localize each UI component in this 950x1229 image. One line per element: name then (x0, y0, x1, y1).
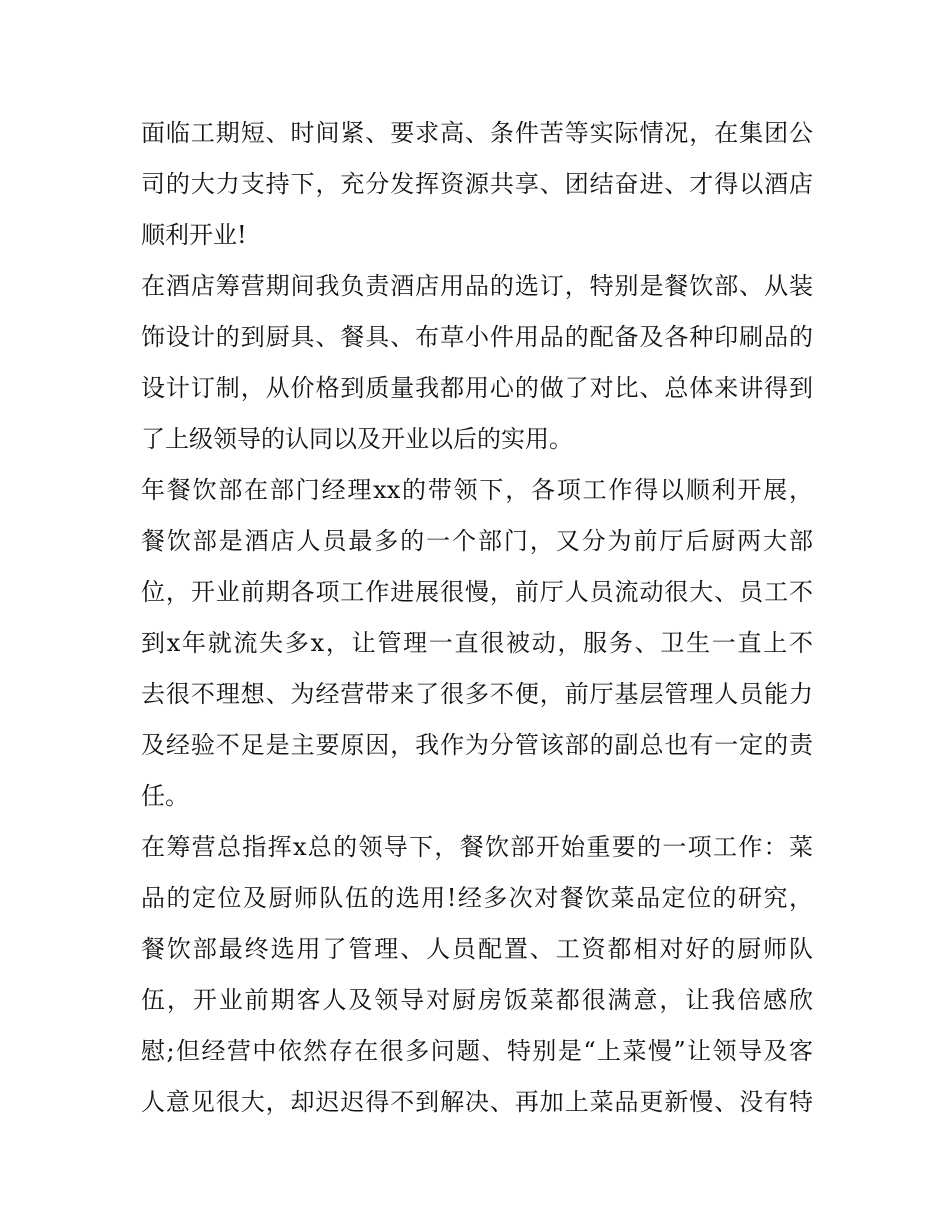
text-line: 慰;但经营中依然存在很多问题、特别是“上菜慢”让领导及客 (141, 1037, 813, 1065)
paragraph-2 (141, 261, 813, 465)
text-line: 位，开业前期各项工作进展很慢，前厅人员流动很大、员工不 (141, 578, 813, 606)
text-line: 了上级领导的认同以及开业以后的实用。 (141, 425, 573, 453)
text-line: 面临工期短、时间紧、要求高、条件苦等实际情况，在集团公 (141, 119, 813, 147)
paragraph-1 (141, 108, 813, 261)
text-line: 及经验不足是主要原因，我作为分管该部的副总也有一定的责 (141, 731, 813, 759)
text-line: 餐饮部最终选用了管理、人员配置、工资都相对好的厨师队 (141, 935, 813, 963)
document-body (141, 108, 813, 1128)
text-line: 任。 (141, 782, 189, 810)
text-line: 在酒店筹营期间我负责酒店用品的选订，特别是餐饮部、从装 (141, 272, 813, 300)
text-line: 人意见很大，却迟迟得不到解决、再加上菜品更新慢、没有特 (141, 1088, 813, 1116)
text-line: 司的大力支持下，充分发挥资源共享、团结奋进、才得以酒店 (141, 170, 813, 198)
text-line: 顺利开业! (141, 221, 247, 249)
text-line: 去很不理想、为经营带来了很多不便，前厅基层管理人员能力 (141, 680, 813, 708)
text-line: 年餐饮部在部门经理xx的带领下，各项工作得以顺利开展， (141, 476, 813, 504)
text-line: 饰设计的到厨具、餐具、布草小件用品的配备及各种印刷品的 (141, 323, 813, 351)
paragraph-3 (141, 465, 813, 822)
text-line: 设计订制，从价格到质量我都用心的做了对比、总体来讲得到 (141, 374, 813, 402)
text-line: 伍，开业前期客人及领导对厨房饭菜都很满意，让我倍感欣 (141, 986, 813, 1014)
text-line: 到x年就流失多x，让管理一直很被动，服务、卫生一直上不 (141, 629, 813, 657)
text-line: 品的定位及厨师队伍的选用!经多次对餐饮菜品定位的研究， (141, 884, 813, 912)
paragraph-4 (141, 822, 813, 1128)
text-line: 餐饮部是酒店人员最多的一个部门，又分为前厅后厨两大部 (141, 527, 813, 555)
text-line: 在筹营总指挥x总的领导下，餐饮部开始重要的一项工作：菜 (141, 833, 813, 861)
